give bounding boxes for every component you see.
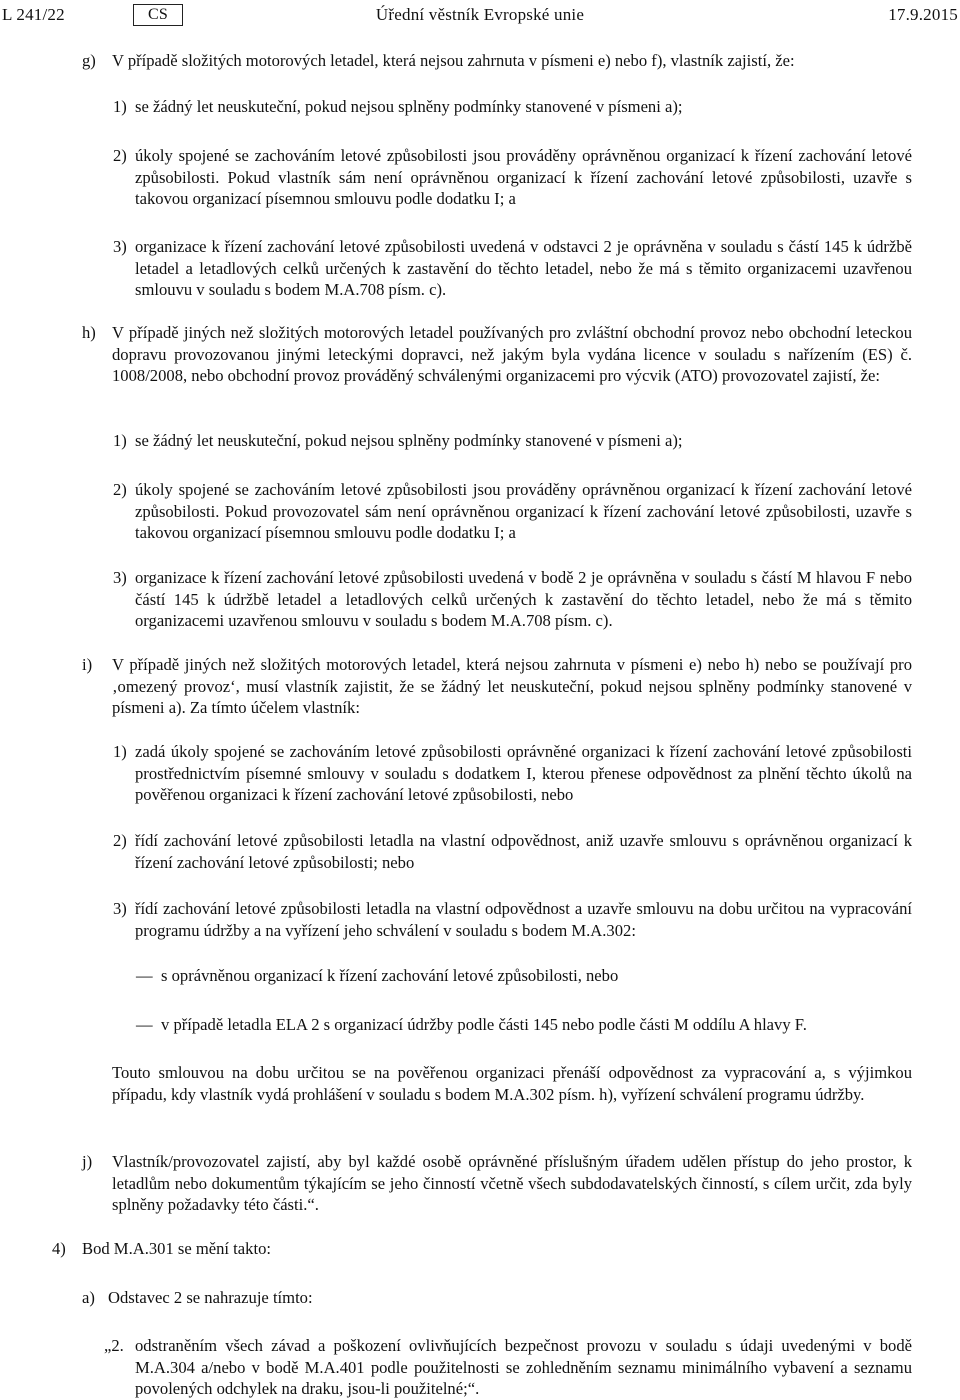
g-item-3-text: organizace k řízení zachování letové způsobilosti uvedená v odstavci 2 je oprávněna v souladu s částí 145 k údržbě letadel a letadlových celků určených k zastavění do těchto letadel, nebo že má s těmito organizacemi uzavřenou smlouvu v souladu s bodem M.A.708 písm. c). xyxy=(135,237,912,299)
g-item-1-label: 1) xyxy=(113,97,127,116)
g-item-2-label: 2) xyxy=(113,146,127,165)
h-item-1-label: 1) xyxy=(113,431,127,450)
point-g-text: V případě složitých motorových letadel, která nejsou zahrnuta v písmeni e) nebo f), vlastník zajistí, že: xyxy=(112,51,795,70)
page-header xyxy=(0,2,960,30)
h-item-2-label: 2) xyxy=(113,480,127,499)
point-i-text: V případě jiných než složitých motorových letadel, která nejsou zahrnuta v písmeni e) nebo h) nebo se používají pro ‚omezený provoz‘, musí vlastník zajistit, že se žádný let neuskuteční, pokud nejsou splněny podmínky stanovené v písmeni a). Za tímto účelem vlastník: xyxy=(112,655,912,717)
quote-2-text: odstraněním všech závad a poškození ovlivňujících bezpečnost provozu v souladu s údaji uvedenými v bodě M.A.304 a/nebo v bodě M.A.401 podle použitelnosti se zohledněním seznamu minimálního vybavení a seznamu povolených odchylek na draku, jsou-li použitelné;“. xyxy=(135,1336,912,1398)
point-g-label: g) xyxy=(82,51,96,70)
i-item-2-label: 2) xyxy=(113,831,127,850)
g-item-1-text: se žádný let neuskuteční, pokud nejsou splněny podmínky stanovené v písmeni a); xyxy=(135,97,683,116)
g-item-3-label: 3) xyxy=(113,237,127,256)
i-item-3-label: 3) xyxy=(113,899,127,918)
i-dash-2-text: v případě letadla ELA 2 s organizací údržby podle části 145 nebo podle části M oddílu A hlavy F. xyxy=(161,1015,807,1034)
point-h-label: h) xyxy=(82,323,96,342)
i-item-2-text: řídí zachování letové způsobilosti letadla na vlastní odpovědnost, aniž uzavře smlouvu s oprávněnou organizací k řízení zachování letové způsobilosti; nebo xyxy=(135,831,912,872)
point-h-text: V případě jiných než složitých motorových letadel používaných pro zvláštní obchodní provoz nebo obchodní leteckou dopravu provozovanou jinými leteckými dopravci, než jakým byla vydána licence v souladu s nařízením (ES) č. 1008/2008, nebo obchodní provoz prováděný schválenými organizacemi pro výcvik (ATO) provozovatel zajistí, že: xyxy=(112,323,912,385)
h-item-3-text: organizace k řízení zachování letové způsobilosti uvedená v bodě 2 je oprávněna v souladu s částí M hlavou F nebo částí 145 k údržbě letadel a letadlových celků určených k zastavění do těchto letadel, nebo že má s těmito organizacemi uzavřenou smlouvu v souladu s bodem M.A.708 písm. c). xyxy=(135,568,912,630)
point-j-label: j) xyxy=(82,1152,93,1171)
i-closing-text: Touto smlouvou na dobu určitou se na pověřenou organizaci přenáší odpovědnost za vypracování a, s výjimkou případu, kdy vlastník vydá prohlášení v souladu s bodem M.A.302 písm. h), vyřízení schválení programu údržby. xyxy=(112,1063,912,1104)
i-item-1-label: 1) xyxy=(113,742,127,761)
h-item-3-label: 3) xyxy=(113,568,127,587)
i-dash-2-label: — xyxy=(136,1015,153,1034)
point-j-text: Vlastník/provozovatel zajistí, aby byl každé osobě oprávněné příslušným úřadem udělen přístup do jeho prostor, k letadlům nebo dokumentům týkajícím se jeho činností včetně všech subdodavatelských činností, s cílem určit, zda byly splněny požadavky této části.“. xyxy=(112,1152,912,1214)
point-4-label: 4) xyxy=(52,1239,66,1258)
i-item-3-text: řídí zachování letové způsobilosti letadla na vlastní odpovědnost a uzavře smlouvu na dobu určitou na vypracování programu údržby a na vyřízení jeho schválení v souladu s bodem M.A.302: xyxy=(135,899,912,940)
journal-title: Úřední věstník Evropské unie xyxy=(375,5,585,24)
i-item-1-text: zadá úkoly spojené se zachováním letové způsobilosti oprávněné organizaci k řízení zachování letové způsobilosti prostřednictvím písemné smlouvy v souladu s dodatkem I, kterou přenese odpovědnost za plnění těchto úkolů na pověřenou organizaci k řízení zachování letové způsobilosti, nebo xyxy=(135,742,912,804)
h-item-2-text: úkoly spojené se zachováním letové způsobilosti jsou prováděny oprávněnou organizací k řízení zachování letové způsobilosti. Pokud provozovatel sám není oprávněnou organizací k řízení zachování letové způsobilosti, uzavře s takovou organizací písemnou smlouvu podle dodatku I; a xyxy=(135,480,912,542)
i-dash-1-label: — xyxy=(136,966,153,985)
point-4-text: Bod M.A.301 se mění takto: xyxy=(82,1239,271,1258)
h-item-1-text: se žádný let neuskuteční, pokud nejsou splněny podmínky stanovené v písmeni a); xyxy=(135,431,683,450)
i-dash-1-text: s oprávněnou organizací k řízení zachování letové způsobilosti, nebo xyxy=(161,966,619,985)
language-code-box: CS xyxy=(133,4,183,26)
g-item-2-text: úkoly spojené se zachováním letové způsobilosti jsou prováděny oprávněnou organizací k řízení zachování letové způsobilosti. Pokud vlastník sám není oprávněnou organizací k řízení zachování letové způsobilosti, uzavře s takovou organizací písemnou smlouvu podle dodatku I; a xyxy=(135,146,912,208)
publication-date: 17.9.2015 xyxy=(888,5,958,24)
point-4a-text: Odstavec 2 se nahrazuje tímto: xyxy=(108,1288,313,1307)
page-reference: L 241/22 xyxy=(2,5,65,24)
point-i-label: i) xyxy=(82,655,93,674)
quote-2-label: „2. xyxy=(104,1336,124,1355)
point-4a-label: a) xyxy=(82,1288,95,1307)
